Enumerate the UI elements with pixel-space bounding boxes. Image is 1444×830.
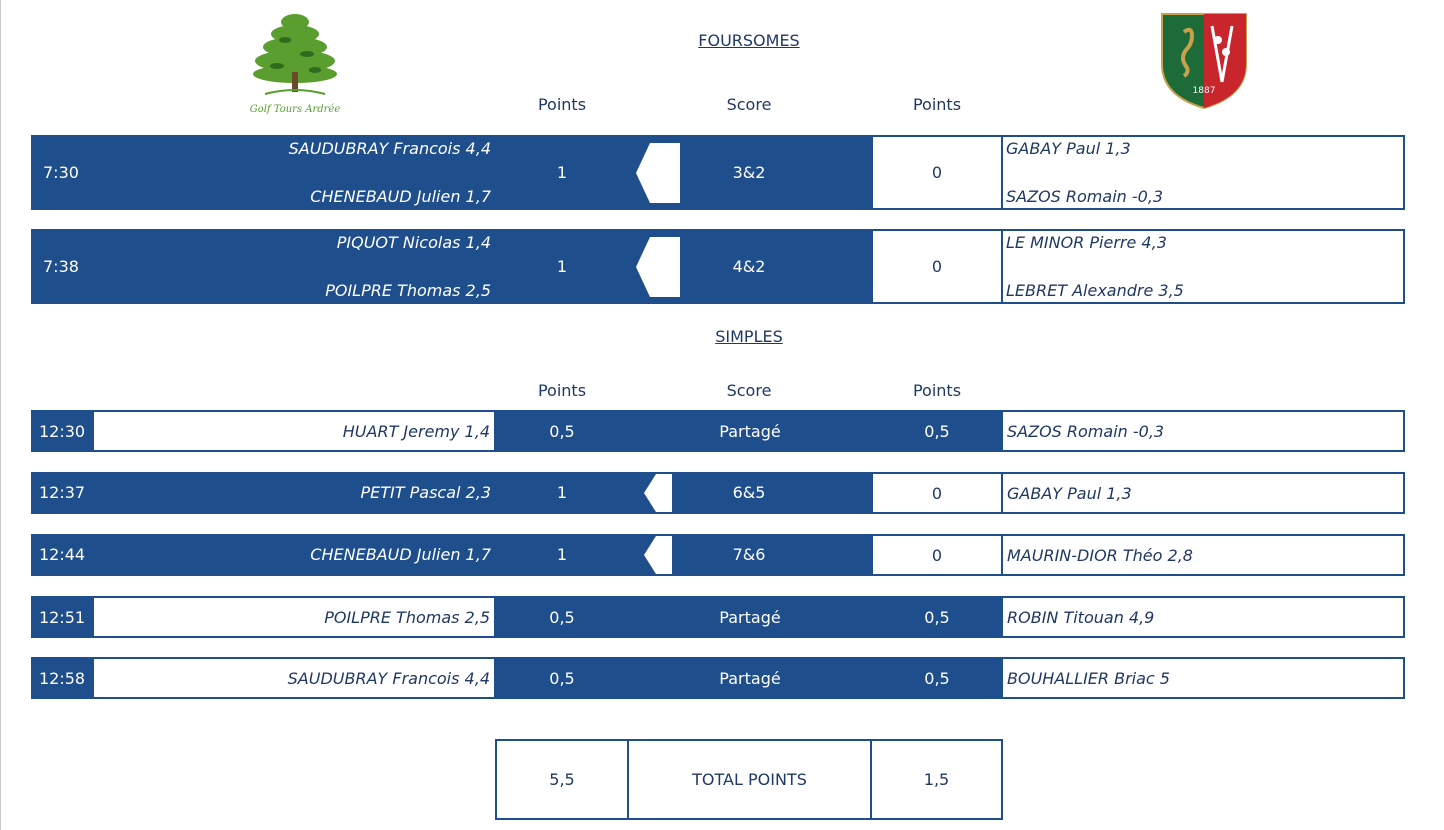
away-player: BOUHALLIER Briac 5 bbox=[1001, 657, 1405, 699]
foursome-match-row bbox=[31, 229, 1405, 304]
away-player: SAZOS Romain -0,3 bbox=[1001, 410, 1405, 452]
home-player: HUART Jeremy 1,4 bbox=[92, 410, 496, 452]
away-points: 0,5 bbox=[871, 657, 1003, 699]
match-score: 6&5 bbox=[732, 483, 766, 502]
tee-time: 12:37 bbox=[39, 483, 86, 502]
away-points: 0 bbox=[871, 229, 1003, 304]
home-player: SAUDUBRAY Francois 4,4 bbox=[92, 657, 496, 699]
away-player-1: LE MINOR Pierre 4,3 bbox=[1006, 233, 1167, 252]
away-points: 0,5 bbox=[871, 596, 1003, 638]
score-header: Score bbox=[726, 381, 772, 400]
home-points: 1 bbox=[556, 163, 568, 182]
winner-arrow-icon bbox=[636, 143, 680, 203]
away-player-2: LEBRET Alexandre 3,5 bbox=[1006, 281, 1184, 300]
away-club-crest-year: 1887 bbox=[1192, 86, 1216, 96]
winner-arrow-icon bbox=[636, 237, 680, 297]
away-points: 0 bbox=[871, 472, 1003, 514]
home-points-header: Points bbox=[537, 95, 587, 114]
winner-arrow-icon bbox=[644, 536, 672, 574]
winner-arrow-icon bbox=[644, 474, 672, 512]
tee-time: 12:30 bbox=[31, 410, 93, 452]
home-player: PETIT Pascal 2,3 bbox=[360, 483, 491, 502]
away-total-points: 1,5 bbox=[870, 739, 1003, 820]
home-points: 1 bbox=[556, 257, 568, 276]
simple-match-row bbox=[31, 657, 1405, 699]
away-points-header: Points bbox=[912, 381, 962, 400]
away-points: 0,5 bbox=[871, 410, 1003, 452]
home-points: 1 bbox=[556, 483, 568, 502]
away-player: MAURIN-DIOR Théo 2,8 bbox=[1001, 534, 1405, 576]
home-player: POILPRE Thomas 2,5 bbox=[92, 596, 496, 638]
foursomes-title: FOURSOMES bbox=[698, 31, 800, 50]
away-player-1: GABAY Paul 1,3 bbox=[1006, 139, 1131, 158]
home-points: 0,5 bbox=[495, 657, 629, 699]
match-score: 7&6 bbox=[732, 545, 766, 564]
simple-match-row bbox=[31, 410, 1405, 452]
match-score: Partagé bbox=[628, 596, 872, 638]
away-player: GABAY Paul 1,3 bbox=[1001, 472, 1405, 514]
tee-time: 12:58 bbox=[31, 657, 93, 699]
simples-title: SIMPLES bbox=[715, 327, 783, 346]
tee-time: 7:30 bbox=[43, 163, 79, 182]
simple-match-row bbox=[31, 534, 1405, 576]
foursome-match-row bbox=[31, 135, 1405, 210]
home-player-2: POILPRE Thomas 2,5 bbox=[325, 281, 491, 300]
away-player-2: SAZOS Romain -0,3 bbox=[1006, 187, 1164, 206]
tree-icon bbox=[245, 10, 345, 100]
home-points: 1 bbox=[556, 545, 568, 564]
away-player: ROBIN Titouan 4,9 bbox=[1001, 596, 1405, 638]
match-score: Partagé bbox=[628, 657, 872, 699]
match-score: 4&2 bbox=[732, 257, 766, 276]
page-left-border bbox=[0, 0, 1, 830]
home-player-1: SAUDUBRAY Francois 4,4 bbox=[288, 139, 491, 158]
simple-match-row bbox=[31, 472, 1405, 514]
home-player-1: PIQUOT Nicolas 1,4 bbox=[336, 233, 491, 252]
simple-match-row bbox=[31, 596, 1405, 638]
tee-time: 12:44 bbox=[39, 545, 86, 564]
home-player-2: CHENEBAUD Julien 1,7 bbox=[310, 187, 491, 206]
away-club-crest bbox=[1160, 12, 1248, 110]
tee-time: 12:51 bbox=[31, 596, 93, 638]
match-score: Partagé bbox=[628, 410, 872, 452]
away-points: 0 bbox=[871, 135, 1003, 210]
match-score: 3&2 bbox=[732, 163, 766, 182]
total-points-label: TOTAL POINTS bbox=[627, 739, 872, 820]
home-points: 0,5 bbox=[495, 410, 629, 452]
home-player: CHENEBAUD Julien 1,7 bbox=[310, 545, 491, 564]
home-points: 0,5 bbox=[495, 596, 629, 638]
home-club-logo bbox=[245, 10, 345, 115]
away-points: 0 bbox=[871, 534, 1003, 576]
home-total-points: 5,5 bbox=[495, 739, 629, 820]
away-points-header: Points bbox=[912, 95, 962, 114]
home-points-header: Points bbox=[537, 381, 587, 400]
score-header: Score bbox=[726, 95, 772, 114]
tee-time: 7:38 bbox=[43, 257, 79, 276]
home-club-logo-text: Golf Tours Ardrée bbox=[249, 104, 341, 115]
